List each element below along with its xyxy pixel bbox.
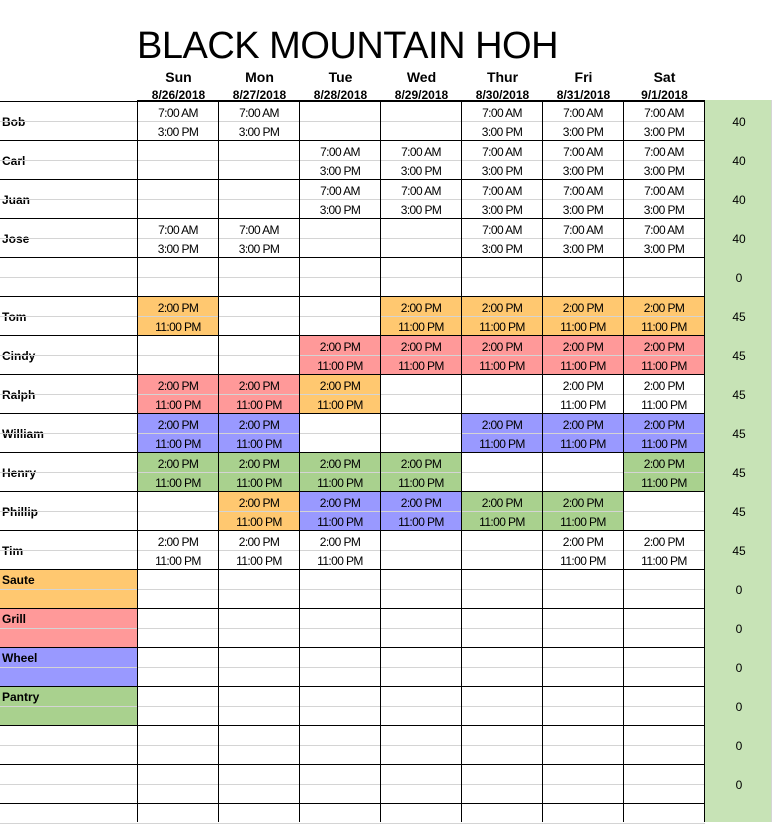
total-hours: 40 — [732, 232, 746, 246]
row-midline — [0, 745, 705, 746]
sheet-title: BLACK MOUNTAIN HOH — [137, 25, 559, 67]
shift-end: 11:00 PM — [641, 437, 687, 451]
shift-end: 11:00 PM — [560, 320, 606, 334]
shift-start: 7:00 AM — [401, 184, 441, 198]
total-hours: 0 — [735, 661, 743, 675]
employee-name: Phillip — [2, 505, 38, 519]
role-label: Saute — [2, 573, 35, 587]
shift-end: 11:00 PM — [155, 320, 201, 334]
shift-start: 7:00 AM — [482, 184, 522, 198]
col-border — [137, 101, 138, 822]
shift-start: 2:00 PM — [643, 301, 685, 315]
shift-end: 11:00 PM — [479, 515, 525, 529]
shift-start: 7:00 AM — [563, 223, 603, 237]
col-border — [218, 101, 219, 822]
employee-name: Carl — [2, 154, 26, 168]
row-border — [0, 491, 705, 492]
shift-start: 7:00 AM — [158, 223, 198, 237]
row-midline — [0, 550, 705, 551]
shift-start: 2:00 PM — [319, 535, 361, 549]
shift-end: 11:00 PM — [236, 515, 282, 529]
shift-end: 3:00 PM — [481, 242, 523, 256]
row-border — [0, 257, 705, 258]
total-hours: 40 — [732, 115, 746, 129]
row-border — [0, 686, 705, 687]
shift-start: 2:00 PM — [238, 457, 280, 471]
shift-end: 3:00 PM — [562, 242, 604, 256]
shift-end: 11:00 PM — [236, 398, 282, 412]
shift-end: 11:00 PM — [236, 554, 282, 568]
shift-end: 3:00 PM — [562, 125, 604, 139]
shift-end: 3:00 PM — [157, 242, 199, 256]
shift-start: 2:00 PM — [319, 379, 361, 393]
shift-start: 2:00 PM — [400, 496, 442, 510]
day-name: Thur — [486, 69, 519, 85]
shift-end: 11:00 PM — [236, 437, 282, 451]
shift-start: 7:00 AM — [158, 106, 198, 120]
shift-start: 2:00 PM — [562, 418, 604, 432]
role-label: Pantry — [2, 690, 40, 704]
shift-end: 3:00 PM — [643, 164, 685, 178]
shift-start: 2:00 PM — [481, 418, 523, 432]
day-header — [219, 0, 300, 100]
shift-start: 7:00 AM — [644, 223, 684, 237]
shift-start: 2:00 PM — [319, 496, 361, 510]
total-hours: 45 — [732, 544, 746, 558]
shift-end: 11:00 PM — [155, 437, 201, 451]
row-midline — [0, 784, 705, 785]
shift-start: 2:00 PM — [238, 496, 280, 510]
shift-end: 11:00 PM — [641, 476, 687, 490]
total-hours: 45 — [732, 349, 746, 363]
row-midline — [0, 277, 705, 278]
employee-name: Ralph — [2, 388, 36, 402]
col-border — [461, 101, 462, 822]
shift-end: 11:00 PM — [641, 398, 687, 412]
total-hours: 40 — [732, 154, 746, 168]
employee-name: Tom — [2, 310, 27, 324]
shift-start: 7:00 AM — [644, 106, 684, 120]
shift-start: 7:00 AM — [644, 184, 684, 198]
employee-name: William — [2, 427, 44, 441]
shift-start: 2:00 PM — [238, 535, 280, 549]
row-border — [0, 218, 705, 219]
row-border — [0, 296, 705, 297]
day-date: 9/1/2018 — [641, 88, 688, 102]
row-border — [0, 179, 705, 180]
shift-end: 11:00 PM — [560, 437, 606, 451]
row-border — [0, 803, 705, 804]
total-hours: 45 — [732, 388, 746, 402]
shift-start: 7:00 AM — [401, 145, 441, 159]
row-midline — [0, 628, 705, 629]
total-hours: 0 — [735, 583, 743, 597]
row-border — [0, 335, 705, 336]
total-hours: 45 — [732, 427, 746, 441]
employee-name: Bob — [2, 115, 26, 129]
employee-name: Henry — [2, 466, 37, 480]
shift-start: 2:00 PM — [562, 535, 604, 549]
shift-start: 2:00 PM — [157, 418, 199, 432]
row-midline — [0, 472, 705, 473]
shift-end: 3:00 PM — [562, 164, 604, 178]
shift-end: 3:00 PM — [400, 203, 442, 217]
shift-start: 7:00 AM — [644, 145, 684, 159]
col-border — [623, 101, 624, 822]
shift-end: 11:00 PM — [155, 398, 201, 412]
shift-end: 11:00 PM — [479, 437, 525, 451]
shift-start: 7:00 AM — [482, 223, 522, 237]
shift-end: 11:00 PM — [398, 320, 444, 334]
shift-end: 11:00 PM — [317, 398, 363, 412]
row-midline — [0, 667, 705, 668]
shift-start: 7:00 AM — [482, 145, 522, 159]
shift-start: 2:00 PM — [400, 301, 442, 315]
shift-end: 11:00 PM — [155, 476, 201, 490]
shift-start: 2:00 PM — [481, 301, 523, 315]
total-hours: 0 — [735, 622, 743, 636]
shift-end: 3:00 PM — [400, 164, 442, 178]
employee-name: Juan — [2, 193, 31, 207]
row-midline — [0, 121, 705, 122]
shift-end: 3:00 PM — [643, 125, 685, 139]
shift-end: 3:00 PM — [319, 203, 361, 217]
day-date: 8/29/2018 — [394, 88, 449, 102]
day-date: 8/28/2018 — [313, 88, 368, 102]
role-label: Wheel — [2, 651, 38, 665]
shift-start: 2:00 PM — [157, 379, 199, 393]
shift-end: 11:00 PM — [236, 476, 282, 490]
shift-start: 2:00 PM — [238, 418, 280, 432]
row-midline — [0, 316, 705, 317]
shift-end: 3:00 PM — [238, 242, 280, 256]
shift-end: 3:00 PM — [481, 164, 523, 178]
row-border — [0, 452, 705, 453]
total-hours: 45 — [732, 466, 746, 480]
day-date: 8/26/2018 — [151, 88, 206, 102]
shift-start: 2:00 PM — [400, 457, 442, 471]
row-midline — [0, 394, 705, 395]
shift-start: 7:00 AM — [239, 106, 279, 120]
header-border — [137, 100, 705, 101]
day-header — [624, 0, 705, 100]
row-border — [0, 608, 705, 609]
shift-end: 11:00 PM — [479, 359, 525, 373]
total-hours: 45 — [732, 505, 746, 519]
row-border — [0, 413, 705, 414]
row-border — [0, 569, 705, 570]
shift-start: 2:00 PM — [562, 379, 604, 393]
shift-start: 2:00 PM — [238, 379, 280, 393]
shift-start: 2:00 PM — [481, 496, 523, 510]
total-hours: 0 — [735, 739, 743, 753]
shift-start: 2:00 PM — [400, 340, 442, 354]
shift-start: 2:00 PM — [157, 457, 199, 471]
shift-start: 2:00 PM — [481, 340, 523, 354]
col-border — [299, 101, 300, 822]
shift-start: 2:00 PM — [643, 418, 685, 432]
row-midline — [0, 433, 705, 434]
employee-name: Tim — [2, 544, 24, 558]
row-midline — [0, 160, 705, 161]
shift-start: 7:00 AM — [563, 145, 603, 159]
shift-end: 11:00 PM — [560, 515, 606, 529]
shift-end: 11:00 PM — [479, 320, 525, 334]
day-name: Mon — [245, 69, 274, 85]
day-date: 8/27/2018 — [232, 88, 287, 102]
day-header — [300, 0, 381, 100]
shift-end: 11:00 PM — [560, 359, 606, 373]
total-hours: 40 — [732, 193, 746, 207]
shift-end: 11:00 PM — [398, 515, 444, 529]
shift-end: 3:00 PM — [157, 125, 199, 139]
total-hours: 0 — [735, 700, 743, 714]
shift-end: 3:00 PM — [562, 203, 604, 217]
row-border — [0, 647, 705, 648]
row-border — [0, 764, 705, 765]
day-name: Sat — [653, 69, 676, 85]
day-name: Wed — [406, 69, 437, 85]
shift-start: 2:00 PM — [319, 457, 361, 471]
shift-start: 2:00 PM — [643, 535, 685, 549]
shift-start: 7:00 AM — [239, 223, 279, 237]
shift-end: 3:00 PM — [643, 203, 685, 217]
row-midline — [0, 706, 705, 707]
total-hours: 0 — [735, 271, 743, 285]
shift-start: 2:00 PM — [157, 535, 199, 549]
col-border — [542, 101, 543, 822]
shift-start: 7:00 AM — [320, 145, 360, 159]
row-border — [0, 101, 705, 102]
day-date: 8/31/2018 — [556, 88, 611, 102]
row-border — [0, 725, 705, 726]
shift-start: 7:00 AM — [320, 184, 360, 198]
shift-end: 11:00 PM — [398, 359, 444, 373]
shift-end: 11:00 PM — [560, 398, 606, 412]
shift-start: 2:00 PM — [562, 340, 604, 354]
shift-start: 2:00 PM — [562, 496, 604, 510]
shift-end: 11:00 PM — [317, 554, 363, 568]
shift-end: 3:00 PM — [238, 125, 280, 139]
shift-end: 11:00 PM — [317, 359, 363, 373]
employee-name: Jose — [2, 232, 30, 246]
total-col-edge — [771, 100, 772, 822]
shift-end: 11:00 PM — [155, 554, 201, 568]
total-hours: 45 — [732, 310, 746, 324]
shift-end: 11:00 PM — [641, 359, 687, 373]
shift-start: 2:00 PM — [643, 457, 685, 471]
shift-end: 3:00 PM — [481, 125, 523, 139]
day-date: 8/30/2018 — [475, 88, 530, 102]
shift-end: 3:00 PM — [643, 242, 685, 256]
shift-start: 2:00 PM — [643, 340, 685, 354]
col-border — [380, 101, 381, 822]
shift-start: 2:00 PM — [157, 301, 199, 315]
employee-name: Cindy — [2, 349, 36, 363]
row-midline — [0, 238, 705, 239]
day-header — [381, 0, 462, 100]
shift-end: 11:00 PM — [398, 476, 444, 490]
shift-end: 11:00 PM — [560, 554, 606, 568]
day-header — [543, 0, 624, 100]
row-border — [0, 140, 705, 141]
day-name: Sun — [165, 69, 192, 85]
day-header — [138, 0, 219, 100]
role-label: Grill — [2, 612, 27, 626]
shift-end: 3:00 PM — [481, 203, 523, 217]
shift-end: 3:00 PM — [319, 164, 361, 178]
row-midline — [0, 355, 705, 356]
col-border — [704, 101, 705, 822]
shift-start: 7:00 AM — [563, 184, 603, 198]
shift-end: 11:00 PM — [641, 554, 687, 568]
day-name: Fri — [574, 69, 593, 85]
day-name: Tue — [328, 69, 353, 85]
total-hours: 0 — [735, 778, 743, 792]
row-midline — [0, 511, 705, 512]
shift-start: 7:00 AM — [482, 106, 522, 120]
shift-start: 7:00 AM — [563, 106, 603, 120]
shift-end: 11:00 PM — [641, 320, 687, 334]
shift-end: 11:00 PM — [317, 476, 363, 490]
row-border — [0, 374, 705, 375]
row-border — [0, 530, 705, 531]
row-midline — [0, 589, 705, 590]
shift-start: 2:00 PM — [319, 340, 361, 354]
shift-start: 2:00 PM — [562, 301, 604, 315]
day-header — [462, 0, 543, 100]
row-midline — [0, 199, 705, 200]
shift-start: 2:00 PM — [643, 379, 685, 393]
shift-end: 11:00 PM — [317, 515, 363, 529]
